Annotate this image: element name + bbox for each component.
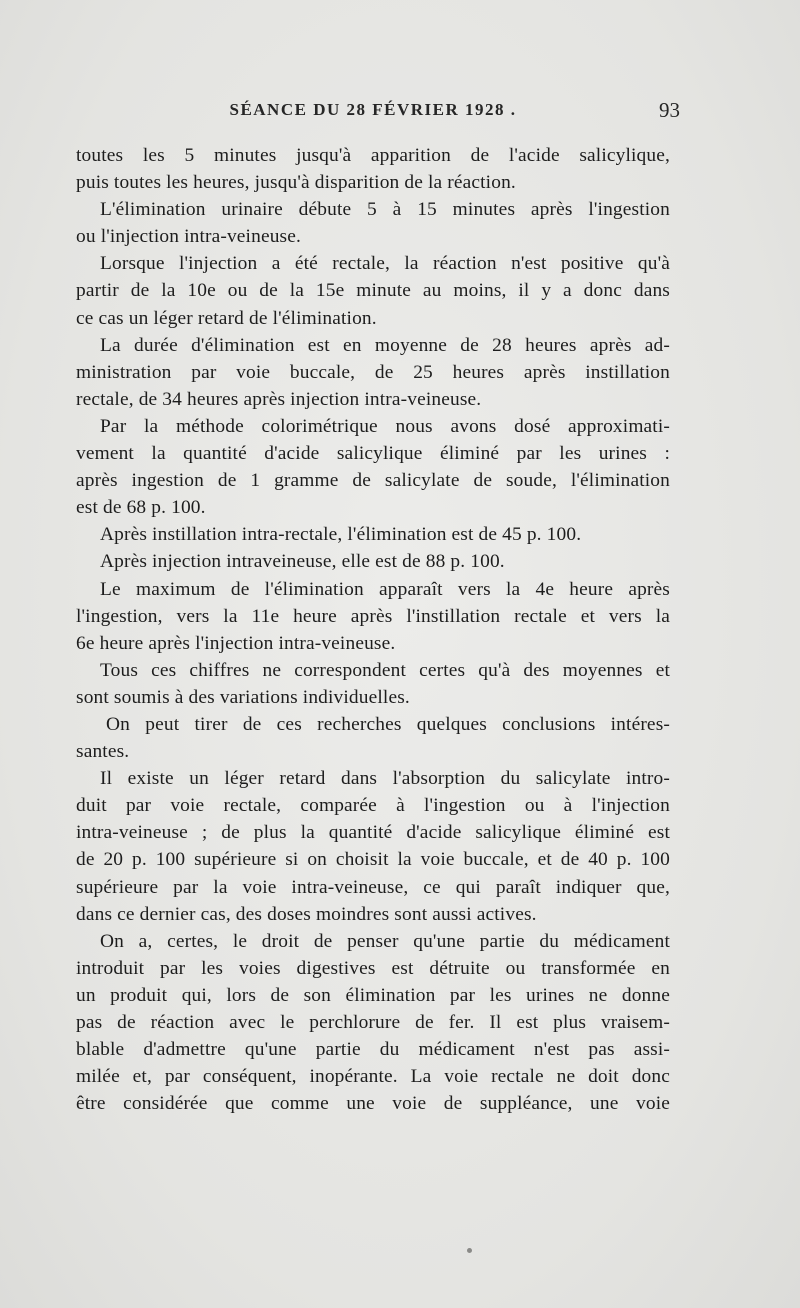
text-line: blable d'admettre qu'une partie du médicament n'est pas assi- [76, 1039, 670, 1061]
text-line: introduit par les voies digestives est détruite ou transformée en [76, 957, 670, 979]
text-line: est de 68 p. 100. [76, 497, 206, 519]
text-line: La durée d'élimination est en moyenne de 28 heures après ad- [100, 334, 670, 356]
text-line: On a, certes, le droit de penser qu'une partie du médicament [100, 930, 670, 952]
text-line: après ingestion de 1 gramme de salicylate de soude, l'élimination [76, 470, 670, 492]
text-line: puis toutes les heures, jusqu'à disparition de la réaction. [76, 172, 516, 194]
text-line: ou l'injection intra-veineuse. [76, 226, 301, 248]
text-line: ce cas un léger retard de l'élimination. [76, 307, 377, 329]
text-line: santes. [76, 741, 130, 763]
text-line: 6e heure après l'injection intra-veineuse. [76, 632, 396, 654]
text-line: ministration par voie buccale, de 25 heures après instillation [76, 361, 670, 383]
text-line: milée et, par conséquent, inopérante. La voie rectale ne doit donc [76, 1066, 670, 1088]
text-line: rectale, de 34 heures après injection intra-veineuse. [76, 388, 482, 410]
text-line: pas de réaction avec le perchlorure de fer. Il est plus vraisem- [76, 1012, 670, 1033]
text-line: dans ce dernier cas, des doses moindres sont aussi actives. [76, 903, 537, 925]
running-head: SÉANCE DU 28 FÉVRIER 1928 . [229, 100, 517, 119]
text-line: Il existe un léger retard dans l'absorption du salicylate intro- [100, 768, 670, 790]
text-line: vement la quantité d'acide salicylique éliminé par les urines : [76, 443, 670, 465]
text-line: être considérée que comme une voie de suppléance, une voie [76, 1093, 670, 1115]
text-line: sont soumis à des variations individuelles. [76, 686, 410, 708]
page-number: 93 [659, 98, 680, 122]
text-line: partir de la 10e ou de la 15e minute au moins, il y a donc dans [76, 280, 670, 302]
text-line: Tous ces chiffres ne correspondent certes qu'à des moyennes et [100, 659, 670, 681]
text-line: Après instillation intra-rectale, l'élimination est de 45 p. 100. [100, 524, 582, 546]
text-line: de 20 p. 100 supérieure si on choisit la voie buccale, et de 40 p. 100 [76, 849, 670, 871]
text-line: Lorsque l'injection a été rectale, la réaction n'est positive qu'à [100, 253, 670, 275]
body-text [76, 142, 670, 1117]
text-line: toutes les 5 minutes jusqu'à apparition de l'acide salicylique, [76, 145, 670, 166]
print-speck [467, 1248, 472, 1253]
text-line: L'élimination urinaire débute 5 à 15 minutes après l'ingestion [100, 199, 670, 221]
text-line: On peut tirer de ces recherches quelques conclusions intéres- [106, 713, 670, 735]
page-header [76, 98, 680, 130]
text-line: l'ingestion, vers la 11e heure après l'instillation rectale et vers la [76, 605, 670, 627]
text-line: Le maximum de l'élimination apparaît vers la 4e heure après [100, 578, 670, 600]
text-line: intra-veineuse ; de plus la quantité d'acide salicylique éliminé est [76, 822, 670, 844]
text-line: duit par voie rectale, comparée à l'ingestion ou à l'injection [76, 795, 670, 817]
text-line: supérieure par la voie intra-veineuse, ce qui paraît indiquer que, [76, 876, 670, 898]
text-line: Par la méthode colorimétrique nous avons dosé approximati- [100, 415, 670, 437]
text-line: un produit qui, lors de son élimination par les urines ne donne [76, 984, 670, 1006]
text-line: Après injection intraveineuse, elle est de 88 p. 100. [100, 551, 505, 573]
